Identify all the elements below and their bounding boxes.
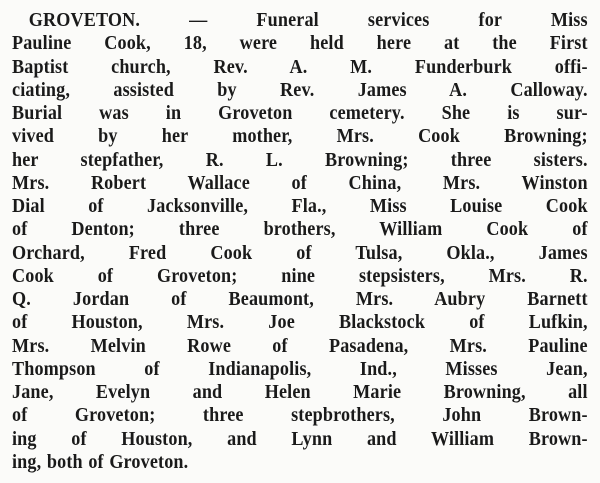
article-line: of Denton; three brothers, William Cook of [12, 219, 588, 241]
article-line: Mrs. Robert Wallace of China, Mrs. Winston [12, 172, 588, 194]
article-line: ciating, assisted by Rev. James A. Calloway. [12, 79, 588, 101]
article-line: of Groveton; three stepbrothers, John Brown- [12, 405, 588, 427]
article-line: ing of Houston, and Lynn and William Brown- [12, 428, 588, 450]
article-line: Burial was in Groveton cemetery. She is sur- [12, 103, 588, 124]
article-line: Thompson of Indianapolis, Ind., Misses Jean, [12, 358, 588, 380]
article-line: her stepfather, R. L. Browning; three sisters. [12, 149, 588, 171]
article-line: Cook of Groveton; nine stepsisters, Mrs. R. [12, 265, 588, 287]
article-line: GROVETON. — Funeral services for Miss [28, 10, 588, 31]
article-line: Baptist church, Rev. A. M. Funderburk offi- [12, 56, 588, 78]
article-line: Pauline Cook, 18, were held here at the First [12, 33, 588, 55]
article-line: vived by her mother, Mrs. Cook Browning; [12, 126, 588, 148]
article-line: Q. Jordan of Beaumont, Mrs. Aubry Barnett [12, 289, 588, 310]
article-line: Mrs. Melvin Rowe of Pasadena, Mrs. Pauline [12, 335, 588, 357]
article-line: of Houston, Mrs. Joe Blackstock of Lufkin, [12, 312, 588, 334]
article-line: Dial of Jacksonville, Fla., Miss Louise Cook [12, 196, 588, 217]
article-line: ing, both of Groveton. [12, 451, 189, 473]
article-line: Orchard, Fred Cook of Tulsa, Okla., James [12, 242, 588, 264]
obituary-article [12, 9, 588, 474]
article-line: Jane, Evelyn and Helen Marie Browning, all [12, 382, 588, 403]
